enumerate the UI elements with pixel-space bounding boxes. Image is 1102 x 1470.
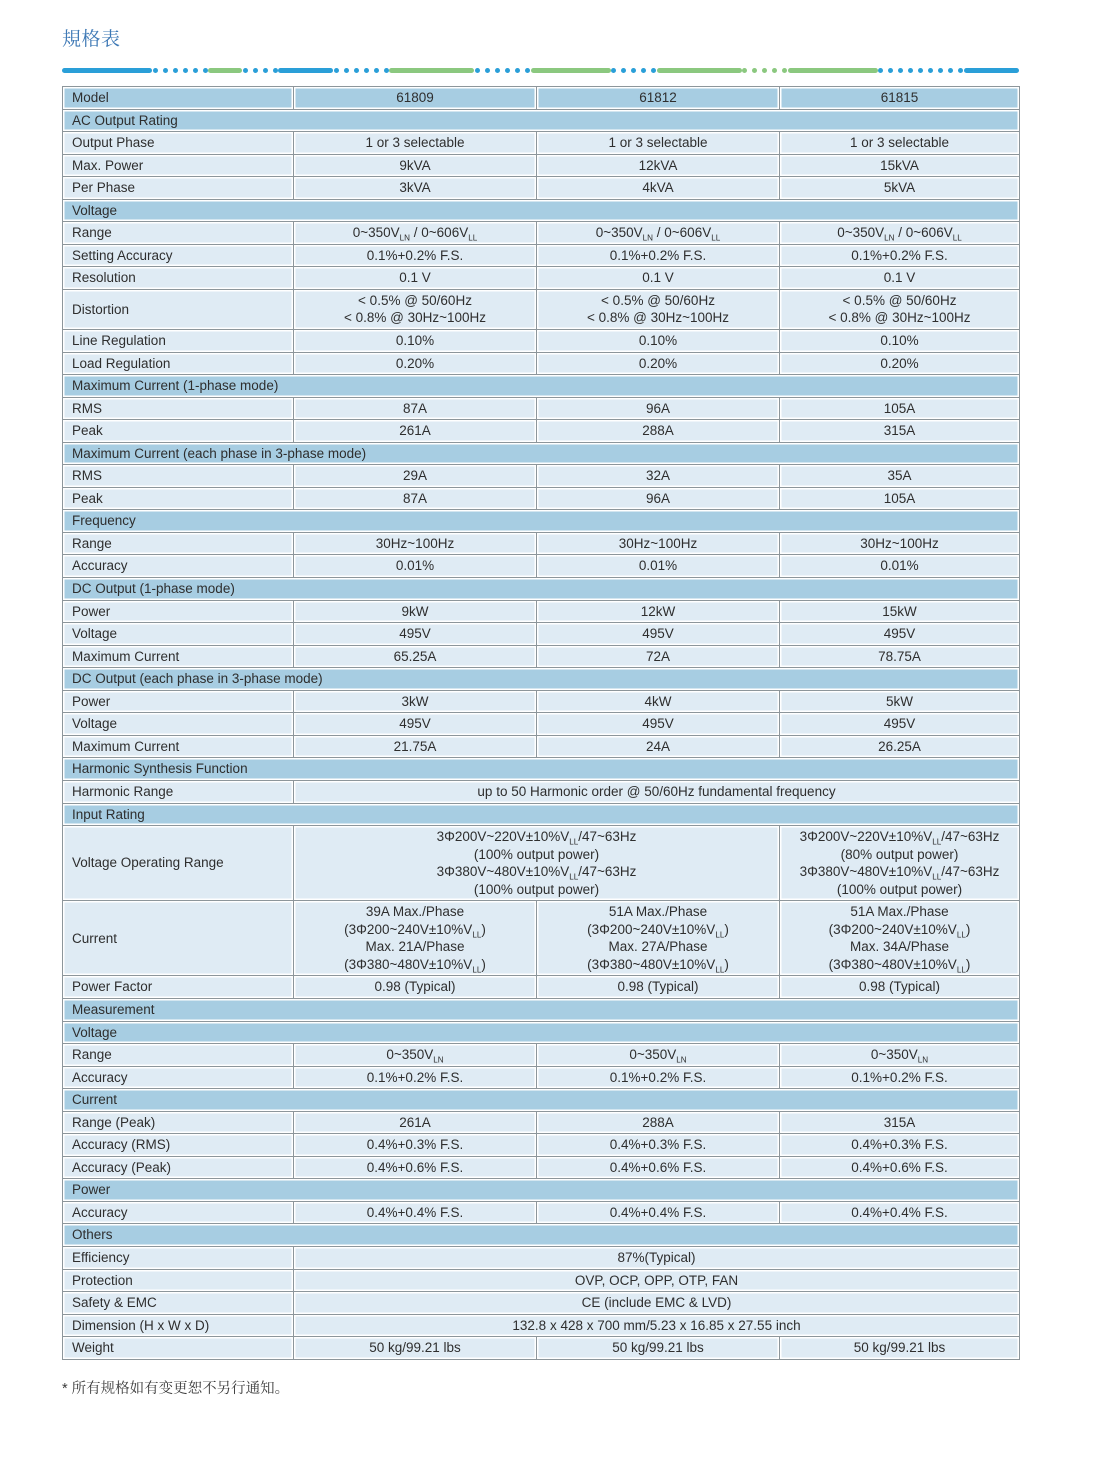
separator-dash <box>62 68 152 73</box>
spec-label-cell: Max. Power <box>63 154 294 177</box>
spec-row <box>63 713 1020 736</box>
section-header-row <box>63 578 1020 601</box>
spec-value-cell: up to 50 Harmonic order @ 50/60Hz fundamental frequency <box>294 780 1020 803</box>
spec-value-cell: 0.10% <box>780 330 1020 353</box>
separator-dot <box>364 68 369 73</box>
spec-label-cell: Output Phase <box>63 132 294 155</box>
spec-label-cell: Safety & EMC <box>63 1292 294 1315</box>
separator-dot <box>948 68 953 73</box>
spec-value-cell: 1 or 3 selectable <box>294 132 537 155</box>
spec-value-cell: 105A <box>780 487 1020 510</box>
section-title-cell: DC Output (each phase in 3-phase mode) <box>63 668 1020 691</box>
spec-label-cell: Accuracy <box>63 1066 294 1089</box>
spec-value-cell: 5kW <box>780 690 1020 713</box>
separator-dot <box>918 68 923 73</box>
spec-value-cell: 72A <box>537 645 780 668</box>
spec-value-cell: 50 kg/99.21 lbs <box>780 1337 1020 1360</box>
spec-row <box>63 1156 1020 1179</box>
model-number-cell: 61812 <box>537 87 780 110</box>
spec-value-cell: 495V <box>294 713 537 736</box>
spec-value-cell: 0.1%+0.2% F.S. <box>780 1066 1020 1089</box>
separator-dash <box>657 68 742 73</box>
spec-value-cell: 87A <box>294 487 537 510</box>
separator-dot <box>515 68 520 73</box>
spec-row <box>63 1044 1020 1067</box>
spec-label-cell: Per Phase <box>63 177 294 200</box>
spec-value-cell: 96A <box>537 487 780 510</box>
section-title-cell: AC Output Rating <box>63 109 1020 132</box>
model-label-cell: Model <box>63 87 294 110</box>
spec-value-cell: 21.75A <box>294 735 537 758</box>
spec-value-cell: 0.1 V <box>780 267 1020 290</box>
spec-row <box>63 780 1020 803</box>
spec-row <box>63 397 1020 420</box>
spec-value-cell: $0\sim 350V_{LN}$ / $0\sim 606V_{LL}$ <box>537 222 780 245</box>
spec-label-cell: Accuracy <box>63 555 294 578</box>
spec-label-cell: RMS <box>63 397 294 420</box>
spec-value-cell: 30Hz~100Hz <box>780 532 1020 555</box>
spec-row <box>63 420 1020 443</box>
model-number-cell: 61809 <box>294 87 537 110</box>
spec-value-cell: 78.75A <box>780 645 1020 668</box>
spec-value-cell: 0.1 V <box>537 267 780 290</box>
spec-row <box>63 735 1020 758</box>
spec-value-cell: 0.4%+0.4% F.S. <box>294 1201 537 1224</box>
separator-dash <box>531 68 611 73</box>
separator-dot-group <box>334 68 389 73</box>
separator-dot <box>193 68 198 73</box>
spec-value-cell: 0.4%+0.3% F.S. <box>780 1134 1020 1157</box>
spec-row <box>63 1201 1020 1224</box>
spec-row <box>63 244 1020 267</box>
spec-row <box>63 826 1020 901</box>
separator-dash <box>389 68 474 73</box>
spec-value-cell: 65.25A <box>294 645 537 668</box>
page-title: 規格表 <box>62 29 121 50</box>
spec-label-cell: Accuracy (RMS) <box>63 1134 294 1157</box>
separator-dot <box>153 68 158 73</box>
separator-dot <box>898 68 903 73</box>
spec-value-cell: 495V <box>780 713 1020 736</box>
spec-value-cell: 495V <box>294 623 537 646</box>
spec-label-cell: Distortion <box>63 289 294 329</box>
separator-dash <box>788 68 878 73</box>
spec-value-cell: 0.4%+0.4% F.S. <box>780 1201 1020 1224</box>
separator-dot-group <box>878 68 963 73</box>
section-title-cell: Input Rating <box>63 803 1020 826</box>
spec-label-cell: Range <box>63 222 294 245</box>
spec-row <box>63 1337 1020 1360</box>
separator-dot <box>334 68 339 73</box>
section-title-cell: Harmonic Synthesis Function <box>63 758 1020 781</box>
spec-value-cell: 105A <box>780 397 1020 420</box>
spec-value-cell: 315A <box>780 420 1020 443</box>
section-header-row <box>63 1089 1020 1112</box>
separator-dot <box>772 68 777 73</box>
spec-label-cell: Line Regulation <box>63 330 294 353</box>
separator-dot <box>752 68 757 73</box>
section-title-cell: Current <box>63 1089 1020 1112</box>
separator-dot <box>888 68 893 73</box>
spec-row <box>63 1292 1020 1315</box>
section-header-row <box>63 998 1020 1021</box>
section-header-row <box>63 1021 1020 1044</box>
spec-value-cell: 0.1%+0.2% F.S. <box>294 1066 537 1089</box>
separator-dot <box>782 68 787 73</box>
spec-value-cell: 0.1%+0.2% F.S. <box>537 244 780 267</box>
separator-dot <box>163 68 168 73</box>
spec-label-cell: Load Regulation <box>63 352 294 375</box>
spec-row <box>63 267 1020 290</box>
spec-label-cell: Peak <box>63 420 294 443</box>
spec-value-cell: 39A Max./Phase $(3\Phi 200\sim 240V\pm 10\%V_{LL})$ Max. 21A/Phase $(3\Phi 380\sim 480V\pm 10\%V_{LL})$ <box>294 901 537 976</box>
spec-value-cell: 1 or 3 selectable <box>780 132 1020 155</box>
spec-value-cell: 495V <box>537 623 780 646</box>
spec-value-cell: 0.01% <box>780 555 1020 578</box>
spec-row <box>63 690 1020 713</box>
spec-label-cell: Resolution <box>63 267 294 290</box>
spec-value-cell: 0.1 V <box>294 267 537 290</box>
spec-value-cell: 30Hz~100Hz <box>294 532 537 555</box>
footnote: * 所有规格如有变更恕不另行通知。 <box>62 1380 290 1397</box>
separator-dot <box>495 68 500 73</box>
spec-label-cell: Voltage <box>63 623 294 646</box>
section-header-row <box>63 758 1020 781</box>
spec-table-body <box>63 87 1020 1360</box>
separator-dot-group <box>153 68 208 73</box>
section-header-row <box>63 510 1020 533</box>
separator-dot <box>203 68 208 73</box>
separator-dash <box>964 68 1019 73</box>
spec-label-cell: Peak <box>63 487 294 510</box>
spec-value-cell: 0.01% <box>294 555 537 578</box>
spec-value-cell: 132.8 x 428 x 700 mm/5.23 x 16.85 x 27.55 inch <box>294 1314 1020 1337</box>
section-header-row <box>63 109 1020 132</box>
section-header-row <box>63 803 1020 826</box>
section-title-cell: DC Output (1-phase mode) <box>63 578 1020 601</box>
spec-label-cell: Accuracy (Peak) <box>63 1156 294 1179</box>
spec-row <box>63 532 1020 555</box>
separator-dot <box>253 68 258 73</box>
spec-value-cell: CE (include EMC & LVD) <box>294 1292 1020 1315</box>
spec-value-cell: 50 kg/99.21 lbs <box>537 1337 780 1360</box>
spec-value-cell: $0\sim 350V_{LN}$ / $0\sim 606V_{LL}$ <box>780 222 1020 245</box>
separator-dot <box>928 68 933 73</box>
spec-row <box>63 330 1020 353</box>
spec-value-cell: 3kW <box>294 690 537 713</box>
separator-dot <box>621 68 626 73</box>
spec-value-cell: 1 or 3 selectable <box>537 132 780 155</box>
section-title-cell: Measurement <box>63 998 1020 1021</box>
spec-value-cell: 9kW <box>294 600 537 623</box>
model-number-cell: 61815 <box>780 87 1020 110</box>
spec-value-cell: 0.4%+0.3% F.S. <box>537 1134 780 1157</box>
spec-value-cell: 0.98 (Typical) <box>294 976 537 999</box>
spec-value-cell: 87A <box>294 397 537 420</box>
spec-value-cell: 0.1%+0.2% F.S. <box>294 244 537 267</box>
separator-dot <box>243 68 248 73</box>
spec-label-cell: Accuracy <box>63 1201 294 1224</box>
spec-value-cell: 35A <box>780 465 1020 488</box>
spec-row <box>63 555 1020 578</box>
spec-value-cell: 87%(Typical) <box>294 1246 1020 1269</box>
spec-row <box>63 222 1020 245</box>
section-header-row <box>63 1224 1020 1247</box>
spec-value-cell: 3kVA <box>294 177 537 200</box>
spec-row <box>63 352 1020 375</box>
spec-value-cell: 15kW <box>780 600 1020 623</box>
separator-dot-group <box>611 68 656 73</box>
spec-label-cell: Range <box>63 1044 294 1067</box>
separator-dot <box>505 68 510 73</box>
spec-label-cell: Power <box>63 690 294 713</box>
spec-value-cell: 32A <box>537 465 780 488</box>
spec-label-cell: Harmonic Range <box>63 780 294 803</box>
spec-row <box>63 177 1020 200</box>
spec-value-cell: $0\sim 350V_{LN}$ / $0\sim 606V_{LL}$ <box>294 222 537 245</box>
separator-dot <box>173 68 178 73</box>
spec-value-cell: < 0.5% @ 50/60Hz < 0.8% @ 30Hz~100Hz <box>294 289 537 329</box>
separator-dot <box>958 68 963 73</box>
spec-value-cell: OVP, OCP, OPP, OTP, FAN <box>294 1269 1020 1292</box>
spec-value-cell: 5kVA <box>780 177 1020 200</box>
spec-value-cell: 50 kg/99.21 lbs <box>294 1337 537 1360</box>
separator-dot <box>631 68 636 73</box>
spec-value-cell: 24A <box>537 735 780 758</box>
spec-value-cell: 0.20% <box>537 352 780 375</box>
spec-label-cell: Setting Accuracy <box>63 244 294 267</box>
separator-dot <box>878 68 883 73</box>
separator-dot <box>742 68 747 73</box>
separator-dot <box>651 68 656 73</box>
spec-row <box>63 132 1020 155</box>
spec-value-cell: 288A <box>537 1111 780 1134</box>
spec-value-cell: $3\Phi 200V\sim 220V\pm 10\%V_{LL}/47\sim 63Hz$ (100% output power) $3\Phi 380V\sim 480V\pm 10\%V_{LL}/47\sim 63Hz$ (100% output power) <box>294 826 780 901</box>
spec-value-cell: 0.4%+0.6% F.S. <box>780 1156 1020 1179</box>
spec-value-cell: 261A <box>294 1111 537 1134</box>
spec-value-cell: 51A Max./Phase $(3\Phi 200\sim 240V\pm 10\%V_{LL})$ Max. 34A/Phase $(3\Phi 380\sim 480V\pm 10\%V_{LL})$ <box>780 901 1020 976</box>
spec-row <box>63 901 1020 976</box>
spec-value-cell: 0.10% <box>294 330 537 353</box>
spec-value-cell: < 0.5% @ 50/60Hz < 0.8% @ 30Hz~100Hz <box>780 289 1020 329</box>
spec-value-cell: 9kVA <box>294 154 537 177</box>
spec-value-cell: $0\sim 350V_{LN}$ <box>780 1044 1020 1067</box>
separator-dot <box>611 68 616 73</box>
spec-value-cell: 12kW <box>537 600 780 623</box>
separator-dot <box>183 68 188 73</box>
spec-label-cell: Power Factor <box>63 976 294 999</box>
spec-table <box>62 86 1020 1360</box>
separator-dot <box>374 68 379 73</box>
separator-dot <box>475 68 480 73</box>
spec-value-cell: 51A Max./Phase $(3\Phi 200\sim 240V\pm 10\%V_{LL})$ Max. 27A/Phase $(3\Phi 380\sim 480V\pm 10\%V_{LL})$ <box>537 901 780 976</box>
spec-label-cell: Maximum Current <box>63 645 294 668</box>
spec-value-cell: 0.4%+0.3% F.S. <box>294 1134 537 1157</box>
spec-label-cell: Protection <box>63 1269 294 1292</box>
section-title-cell: Others <box>63 1224 1020 1247</box>
section-header-row <box>63 375 1020 398</box>
spec-label-cell: Weight <box>63 1337 294 1360</box>
spec-value-cell: 0.01% <box>537 555 780 578</box>
spec-row <box>63 645 1020 668</box>
section-title-cell: Voltage <box>63 199 1020 222</box>
spec-row <box>63 623 1020 646</box>
section-title-cell: Frequency <box>63 510 1020 533</box>
section-title-cell: Maximum Current (1-phase mode) <box>63 375 1020 398</box>
spec-row <box>63 465 1020 488</box>
decorative-separator <box>62 67 1019 73</box>
separator-dot <box>354 68 359 73</box>
spec-label-cell: Range <box>63 532 294 555</box>
spec-value-cell: 0.20% <box>780 352 1020 375</box>
spec-row <box>63 600 1020 623</box>
spec-value-cell: 495V <box>780 623 1020 646</box>
spec-value-cell: 0.4%+0.6% F.S. <box>294 1156 537 1179</box>
separator-dot-group <box>475 68 530 73</box>
separator-dot <box>384 68 389 73</box>
separator-dot <box>908 68 913 73</box>
spec-value-cell: 0.1%+0.2% F.S. <box>780 244 1020 267</box>
spec-value-cell: 0.4%+0.4% F.S. <box>537 1201 780 1224</box>
spec-value-cell: 0.20% <box>294 352 537 375</box>
spec-value-cell: < 0.5% @ 50/60Hz < 0.8% @ 30Hz~100Hz <box>537 289 780 329</box>
spec-row <box>63 154 1020 177</box>
separator-dot-group <box>243 68 278 73</box>
spec-row <box>63 289 1020 329</box>
spec-value-cell: 0.1%+0.2% F.S. <box>537 1066 780 1089</box>
spec-label-cell: Power <box>63 600 294 623</box>
spec-value-cell: 26.25A <box>780 735 1020 758</box>
separator-dot-group <box>742 68 787 73</box>
spec-value-cell: 495V <box>537 713 780 736</box>
spec-label-cell: Range (Peak) <box>63 1111 294 1134</box>
spec-row <box>63 487 1020 510</box>
spec-row <box>63 1066 1020 1089</box>
section-header-row <box>63 668 1020 691</box>
model-header-row <box>63 87 1020 110</box>
spec-value-cell: 0.10% <box>537 330 780 353</box>
spec-value-cell: 30Hz~100Hz <box>537 532 780 555</box>
section-header-row <box>63 1179 1020 1202</box>
spec-row <box>63 1246 1020 1269</box>
section-title-cell: Maximum Current (each phase in 3-phase mode) <box>63 442 1020 465</box>
spec-label-cell: Current <box>63 901 294 976</box>
spec-label-cell: Voltage Operating Range <box>63 826 294 901</box>
spec-value-cell: $3\Phi 200V\sim 220V\pm 10\%V_{LL}/47\sim 63Hz$ (80% output power) $3\Phi 380V\sim 480V\pm 10\%V_{LL}/47\sim 63Hz$ (100% output power) <box>780 826 1020 901</box>
spec-label-cell: Voltage <box>63 713 294 736</box>
spec-label-cell: Maximum Current <box>63 735 294 758</box>
spec-value-cell: 261A <box>294 420 537 443</box>
spec-value-cell: 12kVA <box>537 154 780 177</box>
separator-dot <box>762 68 767 73</box>
spec-value-cell: 29A <box>294 465 537 488</box>
spec-value-cell: 15kVA <box>780 154 1020 177</box>
separator-dot <box>641 68 646 73</box>
spec-value-cell: $0\sim 350V_{LN}$ <box>537 1044 780 1067</box>
spec-value-cell: 4kVA <box>537 177 780 200</box>
spec-row <box>63 1314 1020 1337</box>
separator-dot <box>525 68 530 73</box>
spec-row <box>63 1134 1020 1157</box>
spec-value-cell: $0\sim 350V_{LN}$ <box>294 1044 537 1067</box>
spec-value-cell: 315A <box>780 1111 1020 1134</box>
spec-label-cell: RMS <box>63 465 294 488</box>
separator-dot <box>273 68 278 73</box>
spec-value-cell: 0.98 (Typical) <box>780 976 1020 999</box>
section-title-cell: Power <box>63 1179 1020 1202</box>
separator-dot <box>263 68 268 73</box>
section-header-row <box>63 199 1020 222</box>
spec-label-cell: Dimension (H x W x D) <box>63 1314 294 1337</box>
spec-value-cell: 4kW <box>537 690 780 713</box>
separator-dash <box>278 68 333 73</box>
spec-value-cell: 0.4%+0.6% F.S. <box>537 1156 780 1179</box>
separator-dot <box>485 68 490 73</box>
separator-dot <box>938 68 943 73</box>
section-title-cell: Voltage <box>63 1021 1020 1044</box>
spec-label-cell: Efficiency <box>63 1246 294 1269</box>
spec-value-cell: 0.98 (Typical) <box>537 976 780 999</box>
separator-dash <box>208 68 242 73</box>
spec-value-cell: 96A <box>537 397 780 420</box>
spec-row <box>63 976 1020 999</box>
spec-value-cell: 288A <box>537 420 780 443</box>
spec-row <box>63 1269 1020 1292</box>
separator-dot <box>344 68 349 73</box>
spec-row <box>63 1111 1020 1134</box>
section-header-row <box>63 442 1020 465</box>
